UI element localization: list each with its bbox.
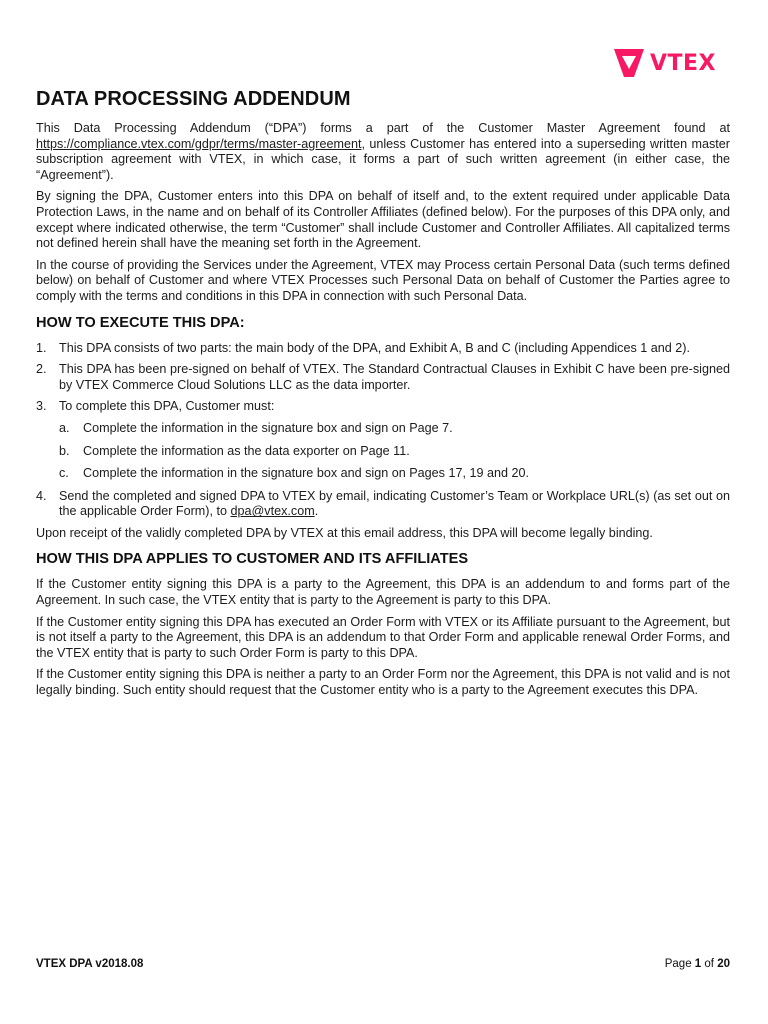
vtex-logo-icon [612,46,646,80]
intro-paragraph-1: This Data Processing Addendum (“DPA”) forms a part of the Customer Master Agreement found at https://compliance.vtex.com/gdpr/terms/master-agreement, unless Customer has entered into a superseding written master subscription agreement with VTEX, in which case, it forms a part of such written agreement (in either case, the “Agreement”). [36,121,730,182]
master-agreement-link[interactable]: https://compliance.vtex.com/gdpr/terms/master-agreement [36,136,362,151]
execute-heading: HOW TO EXECUTE THIS DPA: [36,314,245,331]
list-item: b. Complete the information as the data exporter on Page 11. [59,443,410,458]
document-version: VTEX DPA v2018.08 [36,958,144,970]
list-item: c. Complete the information in the signature box and sign on Pages 17, 19 and 20. [59,466,529,481]
page-number: Page 1 of 20 [664,958,730,970]
list-item: 2. This DPA has been pre-signed on behalf of VTEX. The Standard Contractual Clauses in Exhibit C have been pre-signed by VTEX Commerce Cloud Solutions LLC as the data importer. [36,362,730,392]
vtex-logo-text: VTEX [650,50,717,76]
page-title: DATA PROCESSING ADDENDUM [36,88,351,110]
vtex-logo [612,42,716,84]
list-item: a. Complete the information in the signature box and sign on Page 7. [59,420,453,435]
execute-steps-list [36,341,730,520]
intro-paragraph-2: By signing the DPA, Customer enters into this DPA on behalf of itself and, to the extent required under applicable Data Protection Laws, in the name and on behalf of its Controller Affiliates (defined below). For the purposes of this DPA only, and except where indicated otherwise, the term “Customer” shall include Customer and Controller Affiliates. All capitalized terms not defined herein shall have the meaning set forth in the Agreement. [36,189,730,251]
applies-paragraph-2: If the Customer entity signing this DPA has executed an Order Form with VTEX or its Affiliate pursuant to the Agreement, but is not itself a party to the Agreement, this DPA is an addendum to that Order Form and applicable renewal Order Forms, and the VTEX entity that is party to such Order Form is party to this DPA. [36,614,730,660]
customer-tasks-list [59,421,730,482]
applies-paragraph-3: If the Customer entity signing this DPA is neither a party to an Order Form nor the Agreement, this DPA is not valid and is not legally binding. Such entity should request that the Customer entity who is a party to the Agreement executes this DPA. [36,667,730,698]
applies-heading: HOW THIS DPA APPLIES TO CUSTOMER AND ITS AFFILIATES [36,551,469,568]
applies-paragraph-1: If the Customer entity signing this DPA is a party to the Agreement, this DPA is an addendum to and forms part of the Agreement. In such case, the VTEX entity that is party to the Agreement is party to this DPA. [36,577,730,608]
document-body [36,88,730,705]
dpa-email-link[interactable]: dpa@vtex.com [230,504,315,519]
intro-paragraph-3: In the course of providing the Services under the Agreement, VTEX may Process certain Personal Data (such terms defined below) on behalf of Customer and where VTEX Processes such Personal Data on behalf of Customer the Parties agree to comply with the terms and conditions in this DPA in connection with such Personal Data. [36,257,730,303]
execute-closing-paragraph: Upon receipt of the validly completed DPA by VTEX at this email address, this DPA will become legally binding. [36,525,653,540]
list-item: 4. Send the completed and signed DPA to VTEX by email, indicating Customer’s Team or Workplace URL(s) (as set out on the applicable Order Form), to dpa@vtex.com. [36,488,730,519]
list-item: 3. To complete this DPA, Customer must: a. Complete the information in the signature box and sign on Page 7. b. Complete the information as the data exporter on Page 11. c. Complete the information in the signature box and sign on Pages 17, 19 and 20. [36,399,730,481]
list-item: 1. This DPA consists of two parts: the main body of the DPA, and Exhibit A, B and C (including Appendices 1 and 2). [36,340,690,355]
